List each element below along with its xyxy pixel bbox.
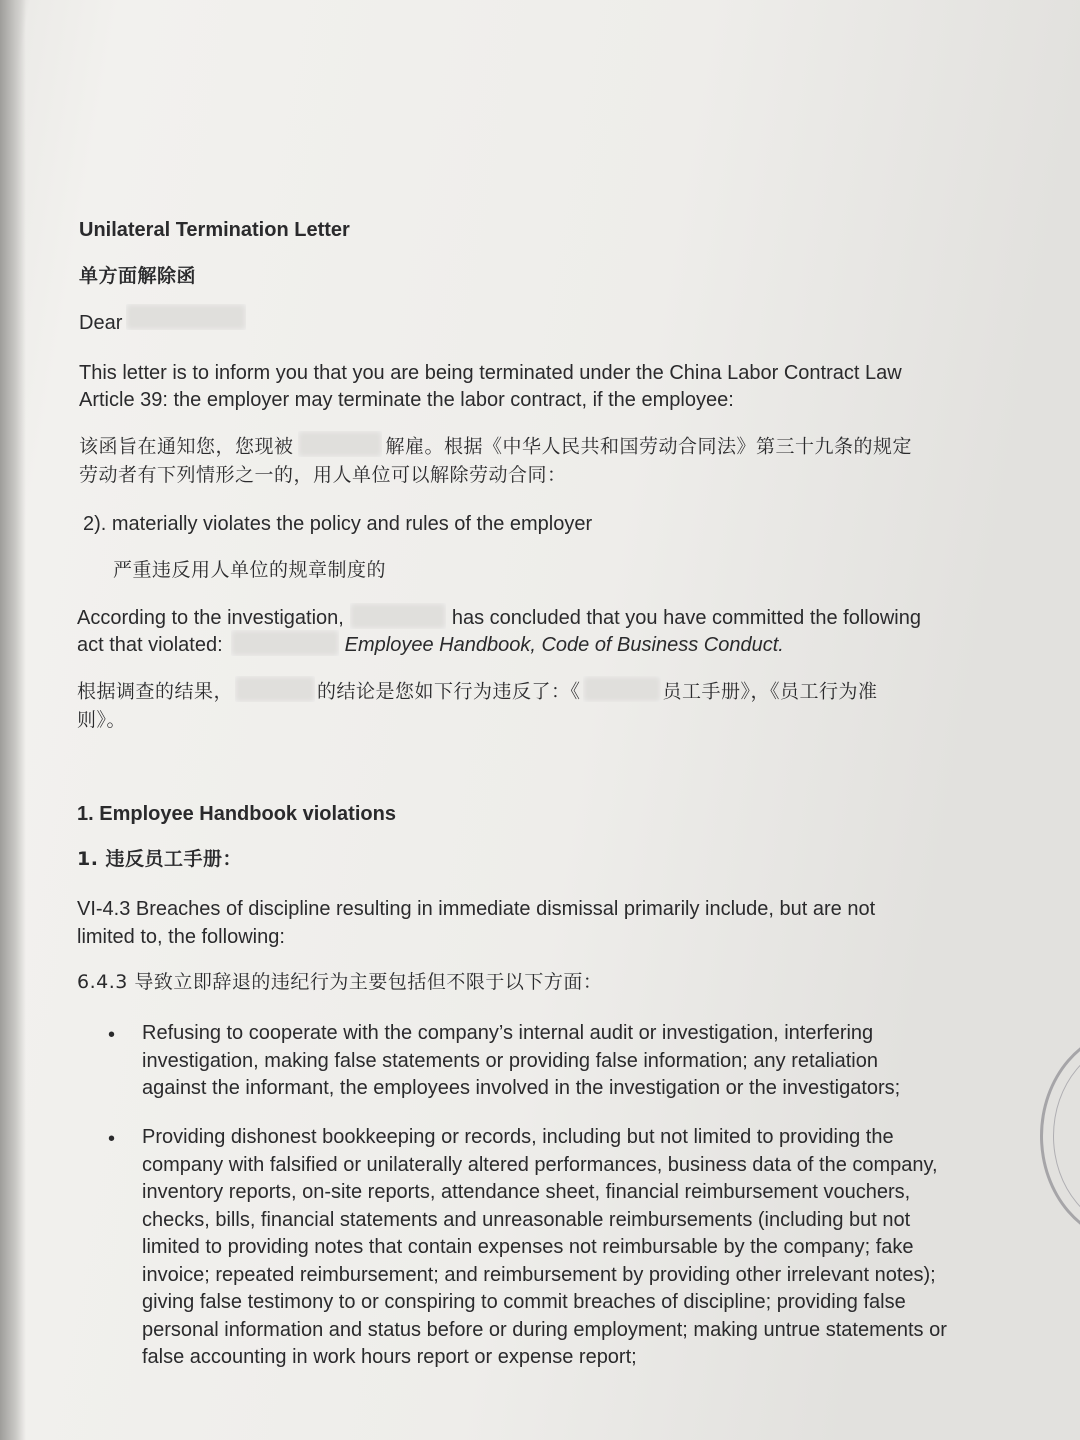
letter-title-en: Unilateral Termination Letter <box>79 219 350 241</box>
investigation-en-line-2 <box>77 635 784 656</box>
rule-en-line-2: limited to, the following: <box>77 926 285 948</box>
intro-zh-line-1 <box>79 437 912 457</box>
investigation-zh-1c: 员工手册》，《员工行为准 <box>662 680 878 703</box>
intro-zh-line-2: 劳动者有下列情形之一的，用人单位可以解除劳动合同： <box>79 464 567 486</box>
investigation-zh-line-1 <box>77 682 878 702</box>
redacted-investigator <box>350 603 446 629</box>
salutation <box>79 313 246 333</box>
section-1-heading-en: 1. Employee Handbook violations <box>77 803 396 825</box>
bullet-marker: • <box>108 1024 116 1046</box>
investigation-zh-line-2: 则》。 <box>77 709 127 731</box>
intro-zh-1b: 解雇。根据《中华人民共和国劳动合同法》第三十九条的规定 <box>385 435 913 458</box>
section-1-heading-zh: 1. 违反员工手册： <box>77 848 243 870</box>
investigation-en-line-1 <box>77 608 921 629</box>
intro-en-line-2: Article 39: the employer may terminate the labor contract, if the employee: <box>79 389 734 411</box>
intro-en-line-1: This letter is to inform you that you are being terminated under the China Labor Contract Law <box>79 362 902 384</box>
investigation-zh-1b: 的结论是您如下行为违反了：《 <box>317 680 581 703</box>
intro-zh-1a: 该函旨在通知您，您现被 <box>79 435 294 458</box>
investigation-zh-1a: 根据调查的结果， <box>77 680 234 703</box>
redacted-investigator-zh <box>235 676 315 702</box>
clause-en: 2). materially violates the policy and rules of the employer <box>83 513 593 535</box>
clause-zh: 严重违反用人单位的规章制度的 <box>113 559 387 581</box>
company-seal-stamp <box>1040 1028 1080 1244</box>
bullet-item-2: Providing dishonest bookkeeping or records, including but not limited to providing the company with falsified or unilaterally altered performances, business data of the company, inventory reports, on-site reports, attendance sheet, financial reimbursement vouchers, checks, bills, financial statements and unreasonable reimbursements (including but not limited to providing notes that contain expenses not reimbursable by the company; fake invoice; repeated reimbursement; and reimbursement by providing other irrelevant notes); giving false testimony to or conspiring to commit breaches of discipline; providing false personal information and status before or during employment; making untrue statements or false accounting in work hours report or expense report; <box>142 1126 947 1368</box>
investigation-en-1a: According to the investigation, <box>77 607 344 629</box>
investigation-en-2b: Employee Handbook, Code of Business Conduct. <box>344 634 784 656</box>
investigation-en-2a: act that violated: <box>77 634 223 656</box>
letter-title-zh: 单方面解除函 <box>79 265 197 287</box>
rule-en-line-1: VI-4.3 Breaches of discipline resulting in immediate dismissal primarily include, but are not <box>77 898 876 920</box>
redacted-company-zh <box>583 676 661 702</box>
investigation-en-1b: has concluded that you have committed the following <box>451 607 921 629</box>
salutation-text: Dear <box>79 312 123 334</box>
redacted-name <box>126 304 246 330</box>
bullet-marker: • <box>108 1128 116 1150</box>
bullet-item-1: Refusing to cooperate with the company’s internal audit or investigation, interfering investigation, making false statements or providing false information; any retaliation against the informant, the employees involved in the investigation or the investigators; <box>142 1022 901 1099</box>
redacted-company <box>298 431 382 457</box>
redacted-company-2 <box>231 630 339 656</box>
rule-zh: 6.4.3 导致立即辞退的违纪行为主要包括但不限于以下方面： <box>77 971 603 993</box>
